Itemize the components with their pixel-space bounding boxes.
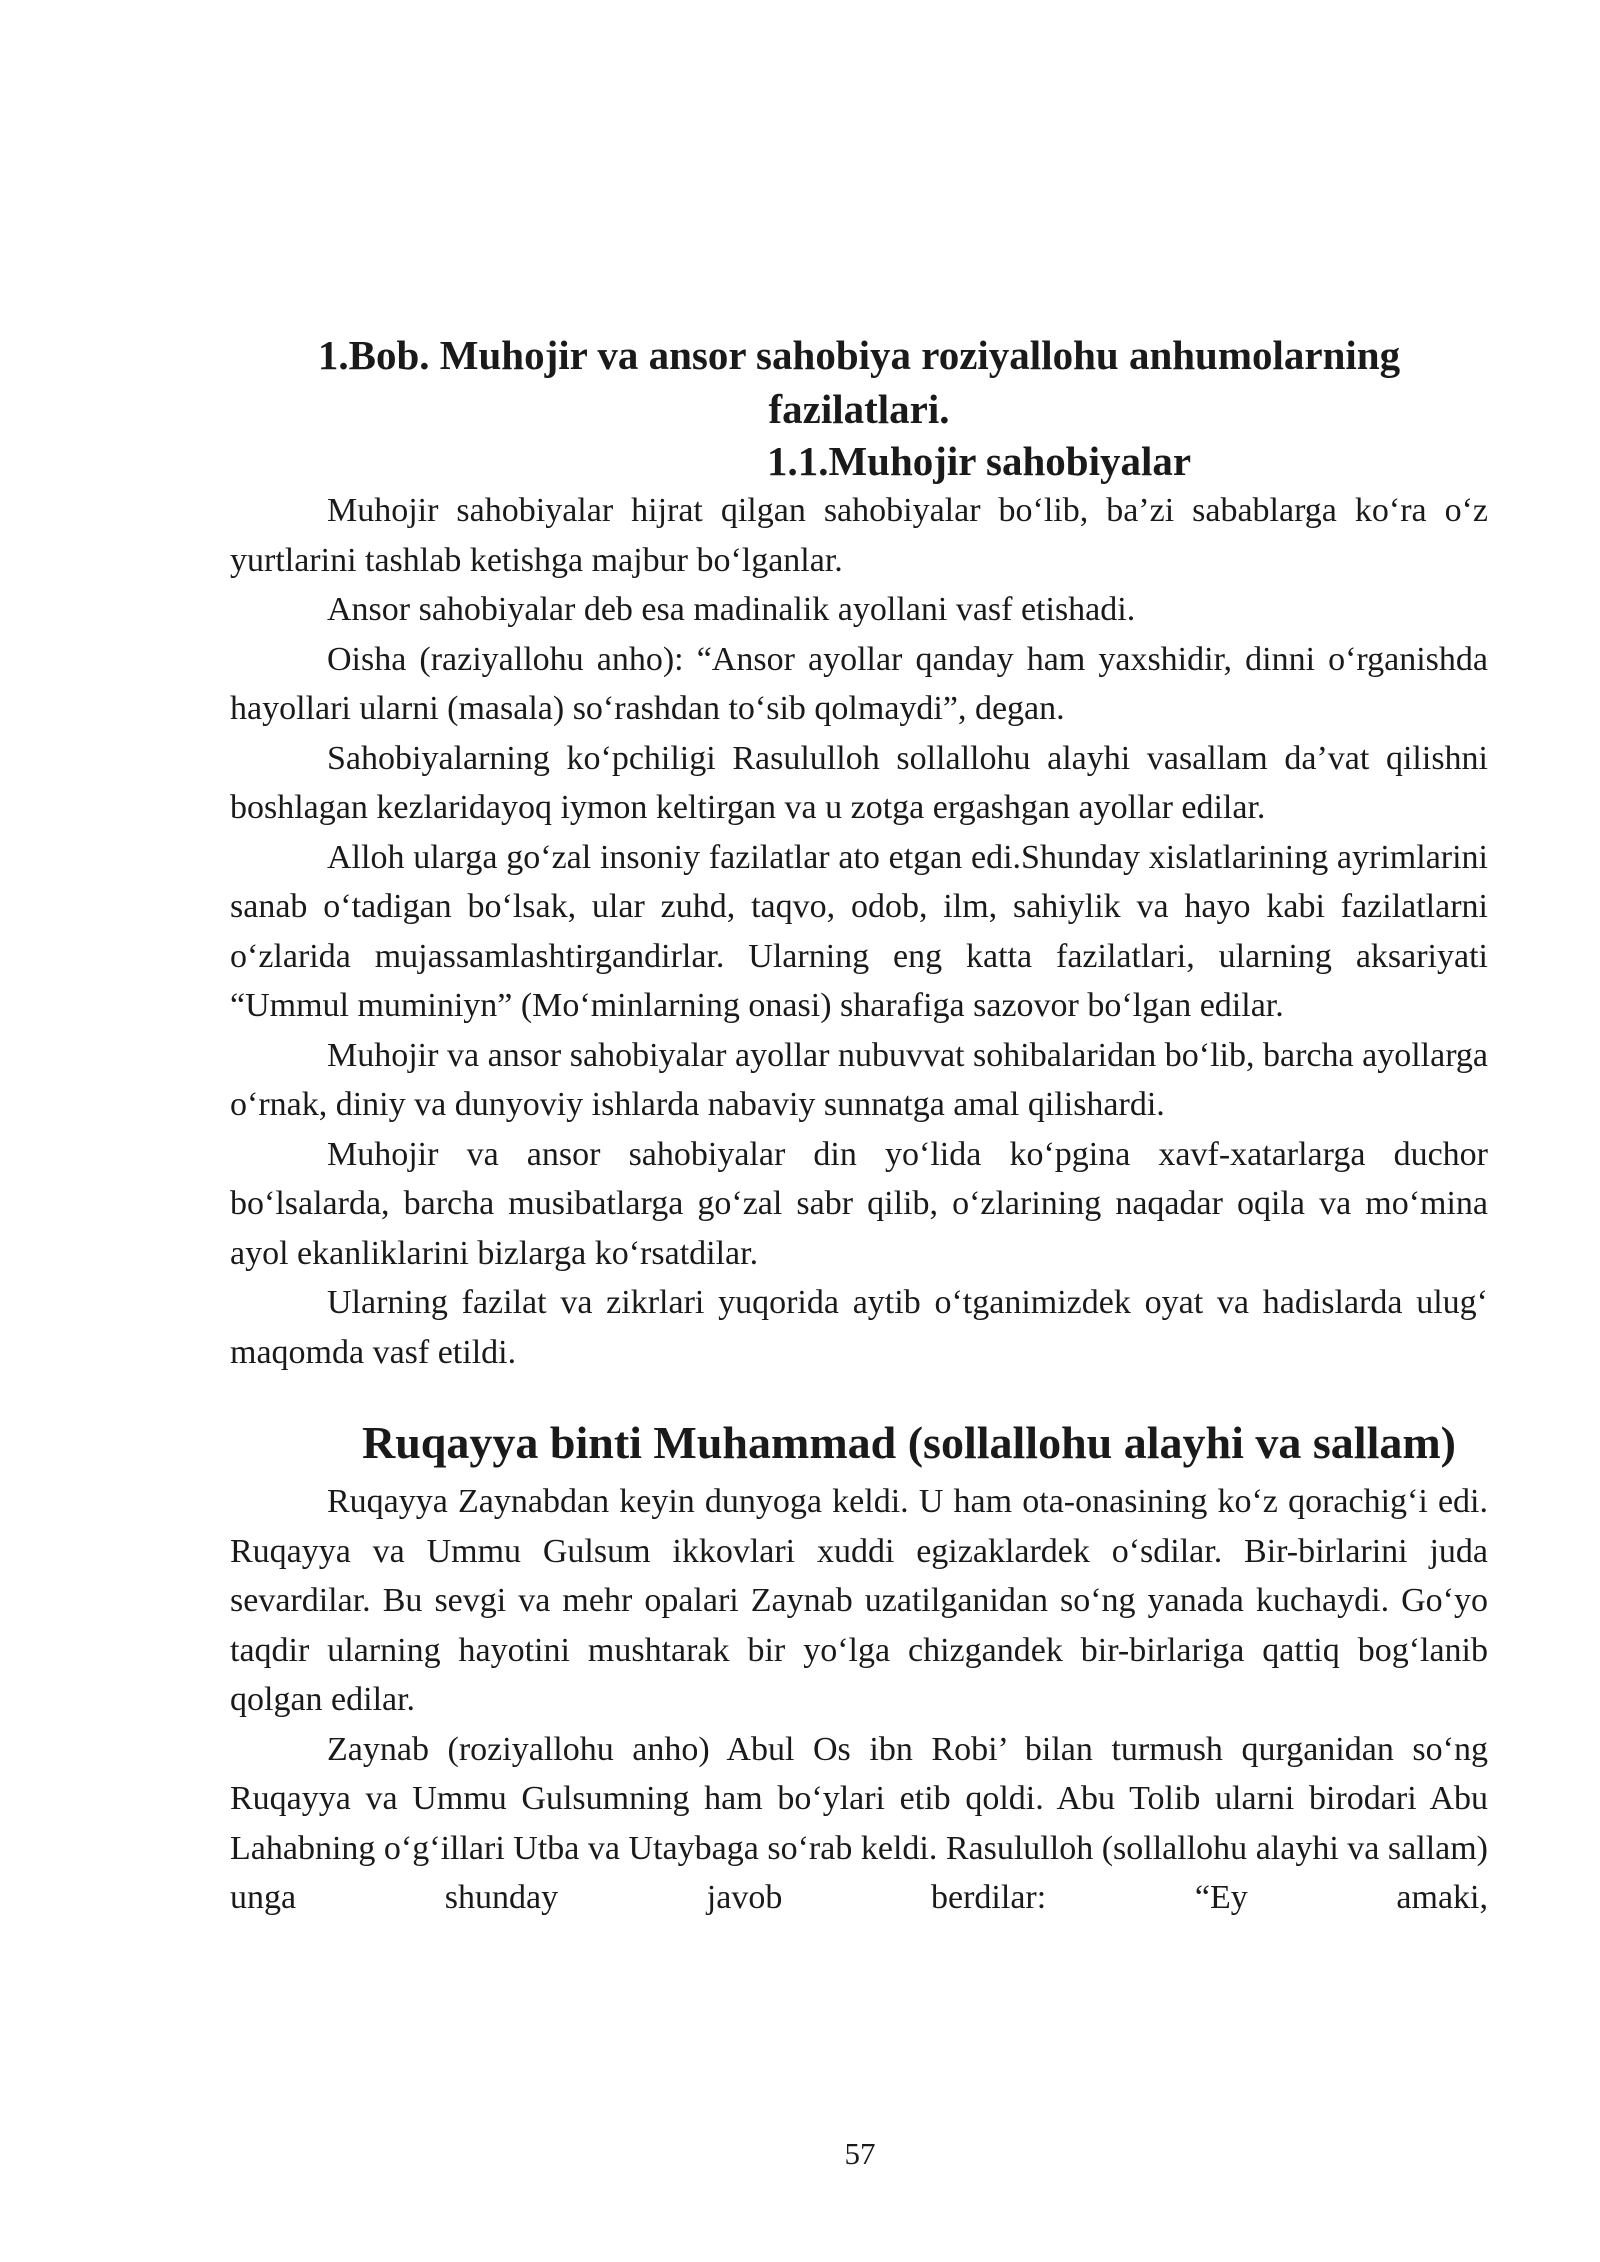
paragraph: Muhojir sahobiyalar hijrat qilgan sahobiyalar bo‘lib, ba’zi sabablarga ko‘ra o‘z yurtlarini tashlab ketishga majbur bo‘lganlar.	[230, 492, 1488, 579]
paragraph: Muhojir va ansor sahobiyalar ayollar nubuvvat sohibalaridan bo‘lib, barcha ayollarga o‘rnak, diniy va dunyoviy ishlarda nabaviy sunnatga amal qilishardi.	[230, 1036, 1488, 1123]
paragraph: Ruqayya Zaynabdan keyin dunyoga keldi. U ham ota-onasining ko‘z qorachig‘i edi. Ruqayya va Ummu Gulsum ikkovlari xuddi egizaklardek o‘sdilar. Bir-birlarini juda sevardilar. Bu sevgi va mehr opalari Zaynab uzatilganidan so‘ng yanada kuchaydi. Go‘yo taqdir ularning hayotini mushtarak bir yo‘lga chizgandek bir-birlariga qattiq bog‘lanib qolgan edilar.	[230, 1483, 1488, 1718]
chapter-title-line-2: fazilatlari.	[768, 386, 950, 432]
chapter-title	[230, 328, 1488, 436]
paragraph: Muhojir va ansor sahobiyalar din yo‘lida ko‘pgina xavf-xatarlarga duchor bo‘lsalarda, barcha musibatlarga go‘zal sabr qilib, o‘zlarining naqadar oqila va mo‘mina ayol ekanliklarini bizlarga ko‘rsatdilar.	[230, 1135, 1488, 1272]
paragraph: Sahobiyalarning ko‘pchiligi Rasululloh sollallohu alayhi vasallam da’vat qilishni boshlagan kezlaridayoq iymon keltirgan va u zotga ergashgan ayollar edilar.	[230, 739, 1488, 826]
chapter-title-line-1: 1.Bob. Muhojir va ansor sahobiya roziyallohu anhumolarning	[317, 332, 1401, 378]
paragraph: Zaynab (roziyallohu anho) Abul Os ibn Robi’ bilan turmush qurganidan so‘ng Ruqayya va Ummu Gulsumning ham bo‘ylari etib qoldi. Abu Tolib ularni birodari Abu Lahabning o‘g‘illari Utba va Utaybaga so‘rab keldi. Rasululloh (sollallohu alayhi va sallam) unga shunday javob berdilar: “Ey amaki,	[230, 1730, 1488, 1916]
document-page	[230, 328, 1488, 1923]
paragraph: Alloh ularga go‘zal insoniy fazilatlar ato etgan edi.Shunday xislatlarining ayrimlarini sanab o‘tadigan bo‘lsak, ular zuhd, taqvo, odob, ilm, sahiylik va hayo kabi fazilatlarni o‘zlarida mujassamlashtirgandirlar. Ularning eng katta fazilatlari, ularning aksariyati “Ummul muminiyn” (Mo‘minlarning onasi) sharafiga sazovor bo‘lgan edilar.	[230, 838, 1488, 1024]
section-title: 1.1.Muhojir sahobiyalar	[766, 438, 1192, 484]
paragraph: Ularning fazilat va zikrlari yuqorida aytib o‘tganimizdek oyat va hadislarda ulug‘ maqomda vasf etildi.	[230, 1284, 1488, 1371]
page-number: 57	[844, 2136, 876, 2171]
subheading: Ruqayya binti Muhammad (sollallohu alayhi va sallam)	[362, 1417, 1456, 1468]
paragraph: Ansor sahobiyalar deb esa madinalik ayollani vasf etishadi.	[327, 591, 1136, 628]
paragraph: Oisha (raziyallohu anho): “Ansor ayollar qanday ham yaxshidir, dinni o‘rganishda hayollari ularni (masala) so‘rashdan to‘sib qolmaydi”, degan.	[230, 640, 1488, 727]
